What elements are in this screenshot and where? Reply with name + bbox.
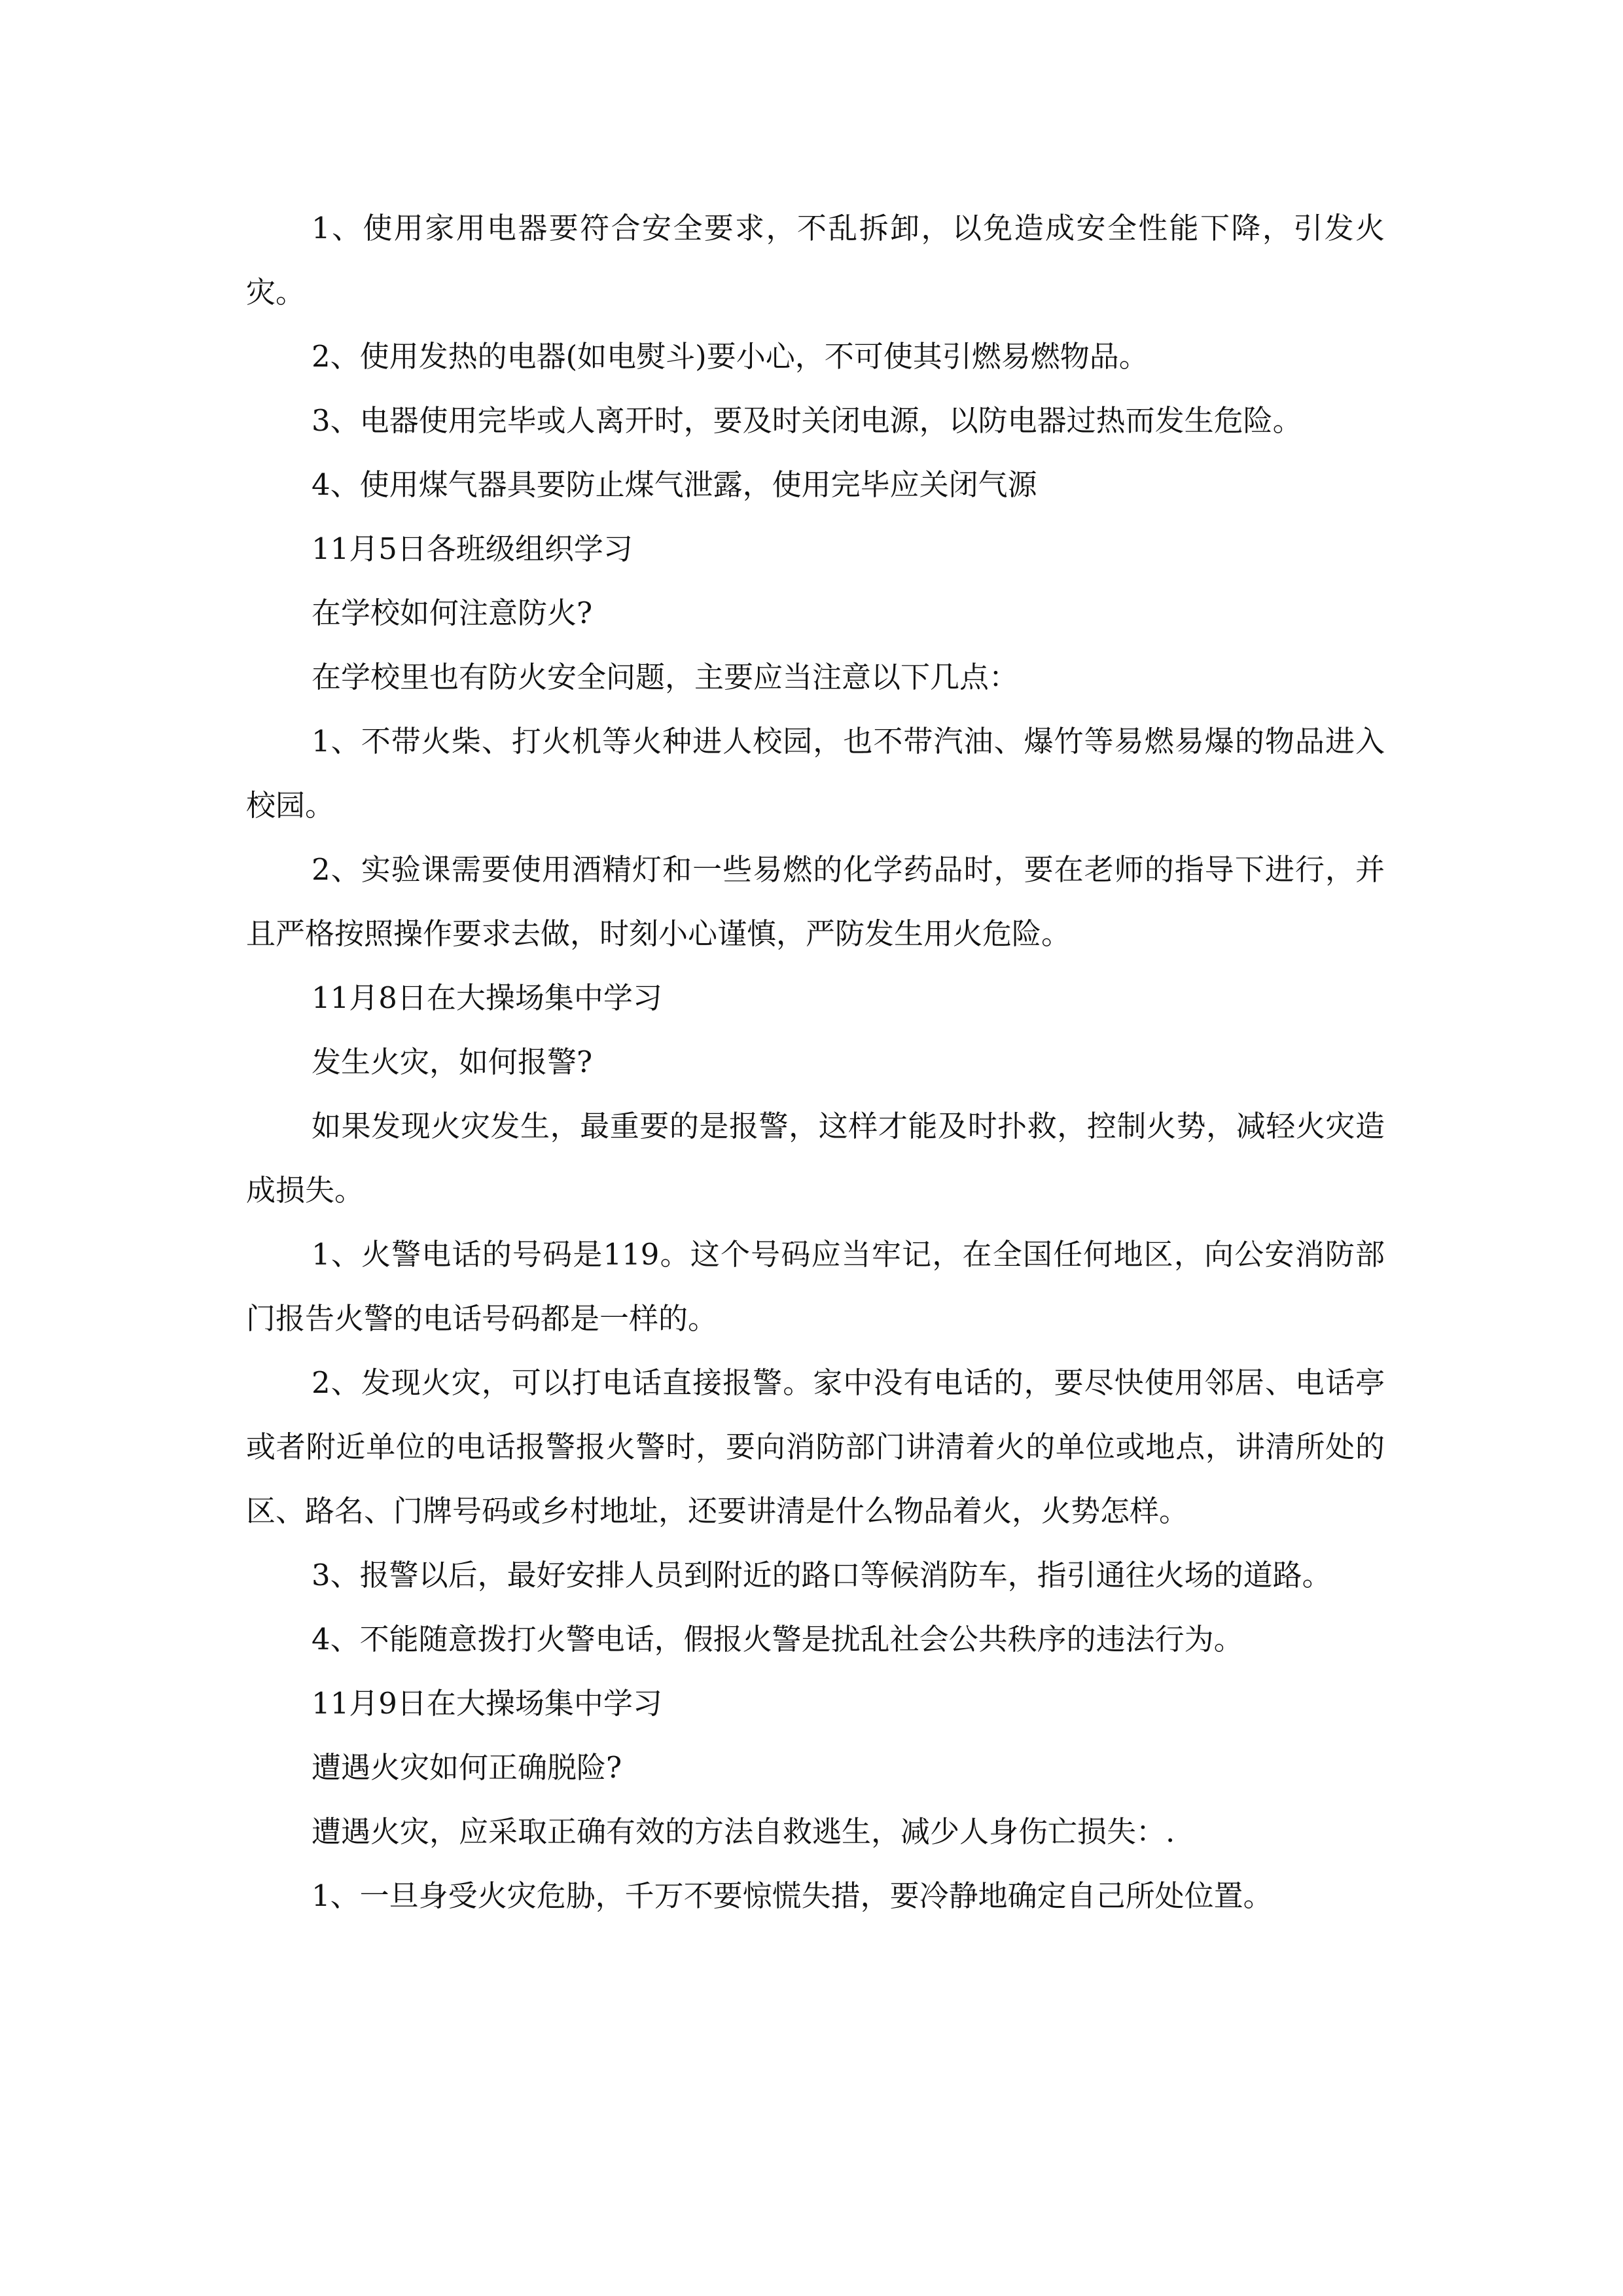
section-date-nov-5: 11月5日各班级组织学习 — [312, 531, 633, 566]
section-question-school-fire: 在学校如何注意防火? — [312, 596, 593, 630]
document-body — [246, 196, 1385, 1928]
paragraph-19: 遭遇火灾，应采取正确有效的方法自救逃生，减少人身伤亡损失：. — [312, 1814, 1175, 1849]
paragraph-16: 4、不能随意拨打火警电话，假报火警是扰乱社会公共秩序的违法行为。 — [312, 1622, 1243, 1657]
paragraph-14: 2、发现火灾，可以打电话直接报警。家中没有电话的，要尽快使用邻居、电话亭或者附近单位的电话报警报火警时，要向消防部门讲清着火的单位或地点，讲清所处的区、路名、门牌号码或乡村地址，还要讲清是什么物品着火，火势怎样。 — [246, 1365, 1385, 1528]
section-date-nov-8: 11月8日在大操场集中学习 — [312, 980, 662, 1015]
paragraph-7: 在学校里也有防火安全问题，主要应当注意以下几点： — [312, 660, 1019, 694]
section-question-report-fire: 发生火灾，如何报警? — [312, 1045, 593, 1079]
paragraph-4: 4、使用煤气器具要防止煤气泄露，使用完毕应关闭气源 — [312, 467, 1037, 502]
paragraph-12: 如果发现火灾发生，最重要的是报警，这样才能及时扑救，控制火势，减轻火灾造成损失。 — [246, 1109, 1385, 1208]
paragraph-8: 1、不带火柴、打火机等火种进人校园，也不带汽油、爆竹等易燃易爆的物品进入校园。 — [246, 724, 1385, 823]
section-question-escape: 遭遇火灾如何正确脱险? — [312, 1750, 622, 1785]
section-date-nov-9: 11月9日在大操场集中学习 — [312, 1686, 662, 1721]
paragraph-1: 1、使用家用电器要符合安全要求，不乱拆卸，以免造成安全性能下降，引发火灾。 — [246, 211, 1385, 310]
paragraph-20: 1、一旦身受火灾危胁，千万不要惊慌失措，要冷静地确定自己所处位置。 — [312, 1878, 1273, 1913]
paragraph-9: 2、实验课需要使用酒精灯和一些易燃的化学药品时，要在老师的指导下进行，并且严格按照操作要求去做，时刻小心谨慎，严防发生用火危险。 — [246, 852, 1385, 951]
paragraph-2: 2、使用发热的电器(如电熨斗)要小心，不可使其引燃易燃物品。 — [312, 339, 1149, 374]
paragraph-15: 3、报警以后，最好安排人员到附近的路口等候消防车，指引通往火场的道路。 — [312, 1558, 1332, 1592]
paragraph-13: 1、火警电话的号码是119。这个号码应当牢记，在全国任何地区，向公安消防部门报告火警的电话号码都是一样的。 — [246, 1237, 1385, 1336]
paragraph-3: 3、电器使用完毕或人离开时，要及时关闭电源，以防电器过热而发生危险。 — [312, 403, 1302, 438]
